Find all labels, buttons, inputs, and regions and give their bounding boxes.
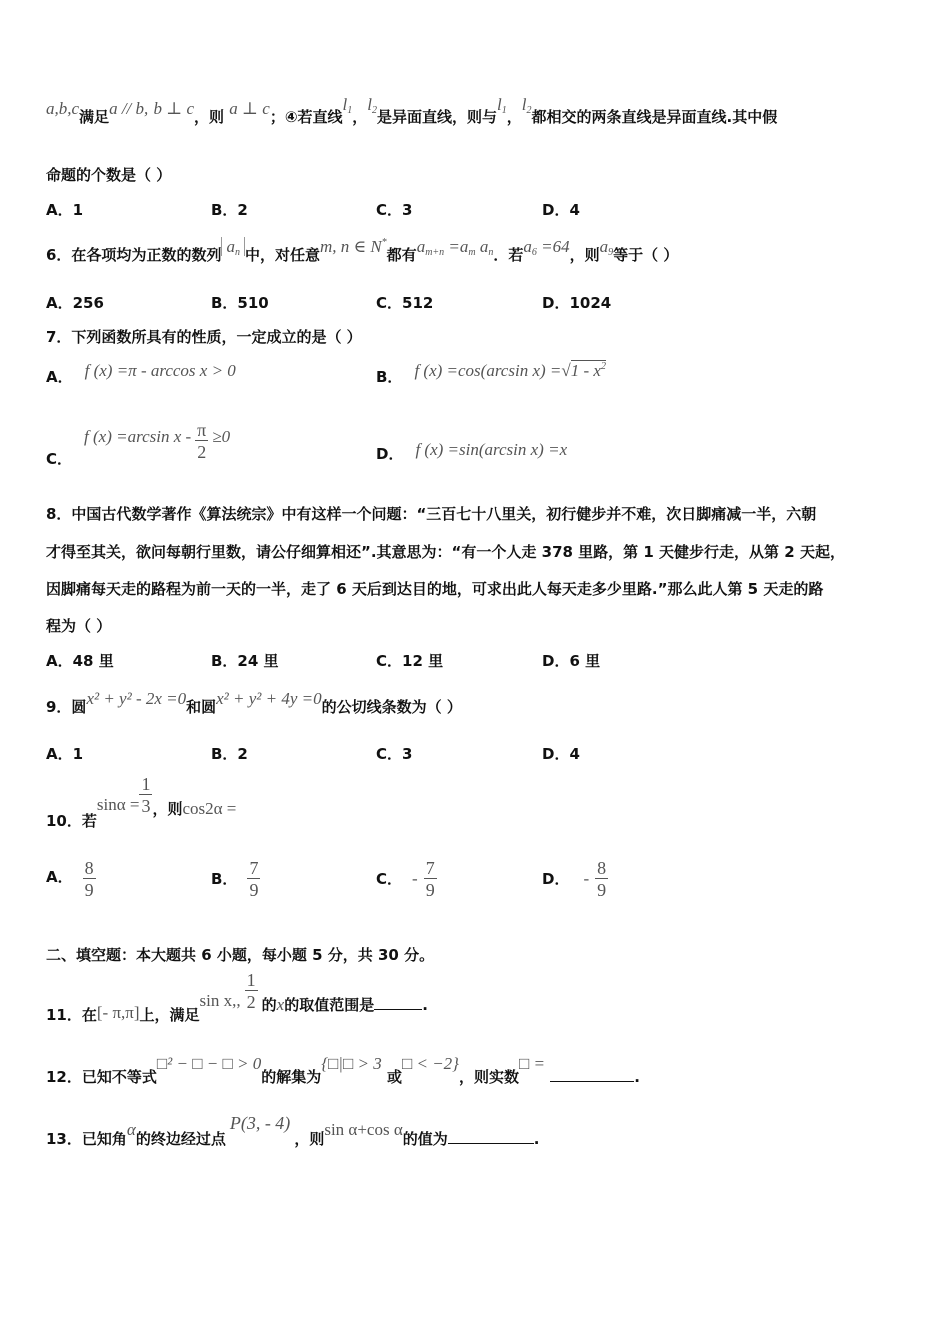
- q11-x: x: [276, 995, 285, 1014]
- q12-inequality: □² − □ − □ > 0: [156, 1054, 262, 1073]
- q9-option-c: C．3: [376, 745, 413, 763]
- q5-comma: ,: [144, 99, 149, 118]
- q13-text3: ，则: [294, 1130, 325, 1148]
- q11-text1: 11．在: [46, 1006, 97, 1024]
- q5-option-a: A．1: [46, 201, 84, 219]
- q5-perp2: a ⊥ c: [229, 99, 270, 118]
- q8-line4: 程为（ ）: [46, 617, 112, 635]
- q9-stem: [46, 689, 462, 717]
- q12-answer-blank[interactable]: [550, 1081, 634, 1082]
- q13-text1: 13．已知角: [46, 1130, 127, 1148]
- q12-text4: ，则实数: [458, 1068, 519, 1086]
- q9-option-d: D．4: [542, 745, 580, 763]
- q6-option-a: A．256: [46, 294, 104, 312]
- q5-text5: 都相交的两条直线是异面直线.其中假: [531, 108, 778, 126]
- q8-line1: 8．中国古代数学著作《算法统宗》中有这样一个问题：“三百七十八里关，初行健步并不难，次日脚痛减一半，六朝: [46, 505, 817, 523]
- q8-option-d: D．6 里: [542, 652, 601, 670]
- q5-text3: ；④若直线: [269, 108, 343, 126]
- q6-text2: 中，对任意: [244, 246, 320, 264]
- q5-option-d: D．4: [542, 201, 580, 219]
- q5-l1: l1: [342, 95, 353, 116]
- q5-sep1: ，: [352, 108, 368, 126]
- q7-stem: 7．下列函数所具有的性质，一定成立的是（ ）: [46, 328, 362, 346]
- q11-fraction: $\frac{1}{2}$: [246, 970, 256, 1012]
- q12-text3: 或: [386, 1068, 402, 1086]
- q5-perp1: b ⊥ c: [153, 99, 195, 118]
- q5-text1: 满足: [79, 108, 110, 126]
- q9-text2: 和圆: [186, 698, 217, 716]
- q10-fraction: $\frac{1}{3}$: [141, 774, 151, 816]
- q9-circle1: x² + y² - 2x =0: [86, 689, 187, 708]
- q8-option-c: C．12 里: [376, 652, 444, 670]
- q11-text2: 上，满足: [139, 1006, 200, 1024]
- q9-text3: 的公切线条数为（ ）: [321, 698, 462, 716]
- q9-option-b: B．2: [211, 745, 248, 763]
- q6-option-b: B．510: [211, 294, 269, 312]
- q6-text3: 都有: [386, 246, 417, 264]
- q12-text1: 12．已知不等式: [46, 1068, 157, 1086]
- q5-text4: 是异面直线，则与: [377, 108, 498, 126]
- q5-l3: l1: [497, 95, 507, 116]
- q8-line2: 才得至其关，欲问每朝行里数，请公仔细算相还”.其意思为：“有一个人走 378 里路，第 1 天健步行走，从第 2 天起，: [46, 543, 845, 561]
- q11-text3: 的: [261, 996, 277, 1014]
- q6-text1: 6．在各项均为正数的数列: [46, 246, 222, 264]
- q7-option-c: C．f (x) =arcsin x - $\frac{\pi}{2}$ ≥0: [46, 420, 231, 468]
- q12-variable: □ =: [518, 1054, 545, 1073]
- q6-mn: m, n ∈ N*: [319, 237, 387, 256]
- q6-a6: a6 =64: [523, 237, 570, 258]
- q7-option-a: A． f (x) =π - arccos x > 0: [46, 361, 236, 386]
- q6-seq: an: [221, 237, 245, 256]
- q6-text6: 等于（ ）: [613, 246, 679, 264]
- q6-option-c: C．512: [376, 294, 434, 312]
- q6-text4: ．若: [493, 246, 524, 264]
- q13-point: P(3, - 4): [229, 1113, 291, 1133]
- q12-set2: □ < −2}: [401, 1054, 459, 1073]
- q13-text4: 的值为: [402, 1130, 448, 1148]
- q11-answer-blank[interactable]: [374, 1009, 422, 1010]
- q12-stem: 12．已知不等式□² − □ − □ > 0的解集为{□|□ > 3 或□ < −2}，则实数□ = .: [46, 1054, 640, 1086]
- q5-line1: [46, 95, 778, 127]
- q13-answer-blank[interactable]: [448, 1143, 534, 1144]
- q5-sep2: ，: [506, 108, 522, 126]
- q11-text4: 的取值范围是: [284, 996, 375, 1014]
- q10-text1: 10．若: [46, 812, 97, 830]
- q10-text2: ，则: [152, 800, 183, 818]
- q5-parallel: a // b: [109, 99, 145, 118]
- q13-text2: 的终边经过点: [135, 1130, 226, 1148]
- q13-stem: 13．已知角α的终边经过点P(3, - 4)，则sin α+cos α的值为 .: [46, 1113, 540, 1148]
- q5-l2: l2: [367, 95, 378, 116]
- q9-text1: 9．圆: [46, 698, 87, 716]
- q6-option-d: D．1024: [542, 294, 612, 312]
- q6-stem: [46, 237, 679, 265]
- q8-option-b: B．24 里: [211, 652, 279, 670]
- q10-option-b: B． $\frac{7}{9}$: [211, 858, 259, 900]
- q13-expression: sin α+cos α: [324, 1120, 403, 1139]
- q11-stem: 11．在[- π,π]上，满足sin x,, $\frac{1}{2}$ 的x的取值范围是 .: [46, 970, 428, 1024]
- q9-option-a: A．1: [46, 745, 84, 763]
- q8-line3: 因脚痛每天走的路程为前一天的一半，走了 6 天后到达目的地，可求出此人每天走多少里路.”那么此人第 5 天走的路: [46, 580, 824, 598]
- q7-option-d: D． f (x) =sin(arcsin x) =x: [376, 440, 568, 463]
- q9-circle2: x² + y² + 4y =0: [216, 689, 322, 708]
- q7-option-b: B． f (x) =cos(arcsin $x) =√1 - x^2$: [376, 361, 606, 386]
- q13-alpha: α: [126, 1120, 136, 1139]
- q10-option-a: A． $\frac{8}{9}$: [46, 858, 94, 900]
- q6-text5: ，则: [569, 246, 600, 264]
- q10-cos: cos2α =: [182, 799, 237, 818]
- q8-option-a: A．48 里: [46, 652, 114, 670]
- q10-stem: [46, 774, 237, 830]
- q10-sin: sinα =: [96, 795, 140, 814]
- q12-set: {□|□ > 3: [321, 1054, 382, 1073]
- section-heading: 二、填空题：本大题共 6 小题，每小题 5 分，共 30 分。: [46, 946, 435, 964]
- q10-option-c: C． - $\frac{7}{9}$: [376, 858, 435, 900]
- q5-vars: a,b,c: [46, 99, 80, 118]
- q6-recurrence: am+n =am an: [416, 237, 494, 258]
- q11-inequality: sin x,,: [199, 991, 241, 1010]
- q12-text2: 的解集为: [261, 1068, 322, 1086]
- q5-line2: 命题的个数是（ ）: [46, 166, 172, 184]
- q5-option-b: B．2: [211, 201, 248, 219]
- q5-option-c: C．3: [376, 201, 413, 219]
- q10-option-d: D． - $\frac{8}{9}$: [542, 858, 607, 900]
- q5-l4: l2: [521, 95, 532, 116]
- q11-interval: [- π,π]: [96, 1003, 140, 1022]
- q6-a9: a9: [599, 237, 614, 258]
- q5-text2: ，则: [194, 108, 225, 126]
